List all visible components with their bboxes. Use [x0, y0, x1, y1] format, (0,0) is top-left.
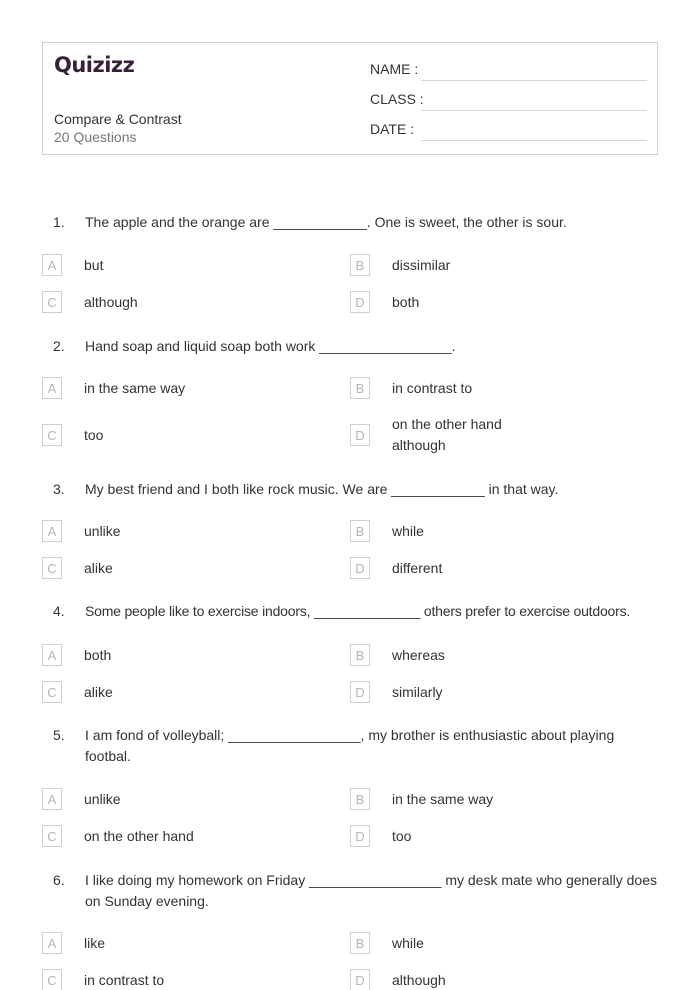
question-4: [53, 601, 655, 622]
option-a[interactable]: [42, 377, 185, 399]
option-text: whereas: [392, 646, 445, 663]
option-c[interactable]: [42, 825, 194, 847]
date-label: DATE :: [370, 121, 415, 137]
option-d[interactable]: [350, 681, 443, 703]
option-letter-badge: A: [42, 644, 62, 666]
option-c[interactable]: [42, 291, 138, 313]
option-b[interactable]: [350, 377, 472, 399]
question-2: [53, 336, 655, 357]
option-d[interactable]: [350, 557, 442, 579]
question-number: 5.: [53, 727, 65, 743]
option-text: like: [84, 934, 106, 951]
option-d[interactable]: [350, 291, 419, 313]
question-number: 1.: [53, 214, 65, 230]
question-3: [53, 479, 655, 500]
option-text: similarly: [392, 683, 443, 700]
option-d[interactable]: [350, 414, 532, 456]
option-text: on the other hand: [84, 827, 194, 844]
option-b[interactable]: [350, 644, 445, 666]
question-number: 3.: [53, 481, 65, 497]
option-a[interactable]: [42, 788, 121, 810]
option-letter-badge: B: [350, 520, 370, 542]
question-text: My best friend and I both like rock music. We are ____________ in that way.: [85, 481, 559, 497]
option-text: both: [392, 293, 420, 310]
option-letter-badge: C: [42, 969, 62, 990]
option-text: on the other hand although: [392, 416, 502, 453]
option-letter-badge: B: [350, 254, 370, 276]
option-letter-badge: B: [350, 377, 370, 399]
option-letter-badge: C: [42, 291, 62, 313]
option-text: too: [84, 426, 104, 443]
option-b[interactable]: [350, 254, 450, 276]
question-text: I like doing my homework on Friday _________________ my desk mate who generally does on Sunday evening.: [85, 872, 658, 909]
question-5: [53, 725, 625, 767]
option-letter-badge: A: [42, 254, 62, 276]
question-count: 20 Questions: [54, 129, 137, 145]
option-letter-badge: D: [350, 681, 370, 703]
option-letter-badge: C: [42, 557, 62, 579]
option-text: but: [84, 256, 104, 273]
quizizz-logo: Quizizz: [54, 53, 135, 77]
worksheet-header: [42, 42, 658, 155]
option-letter-badge: D: [350, 291, 370, 313]
option-a[interactable]: [42, 520, 121, 542]
option-b[interactable]: [350, 520, 424, 542]
name-label: NAME :: [370, 61, 419, 77]
class-field: [370, 91, 424, 107]
option-letter-badge: C: [42, 424, 62, 446]
option-a[interactable]: [42, 254, 103, 276]
option-c[interactable]: [42, 681, 113, 703]
question-text: Hand soap and liquid soap both work _________________.: [85, 338, 456, 354]
option-text: unlike: [84, 522, 121, 539]
option-d[interactable]: [350, 825, 411, 847]
option-text: alike: [84, 683, 113, 700]
option-text: too: [392, 827, 412, 844]
option-letter-badge: C: [42, 825, 62, 847]
option-text: while: [392, 934, 424, 951]
option-letter-badge: A: [42, 520, 62, 542]
option-letter-badge: D: [350, 825, 370, 847]
option-text: although: [84, 293, 138, 310]
option-letter-badge: B: [350, 932, 370, 954]
question-text: I am fond of volleyball; _________________, my brother is enthusiastic about playing footbal.: [85, 727, 615, 764]
date-blank-line: [421, 140, 647, 141]
option-letter-badge: D: [350, 969, 370, 990]
option-letter-badge: D: [350, 557, 370, 579]
option-a[interactable]: [42, 932, 105, 954]
question-text: The apple and the orange are ____________. One is sweet, the other is sour.: [85, 214, 567, 230]
option-text: in the same way: [84, 379, 186, 396]
worksheet-title: Compare & Contrast: [54, 111, 182, 127]
option-letter-badge: B: [350, 788, 370, 810]
option-a[interactable]: [42, 644, 111, 666]
option-c[interactable]: [42, 557, 113, 579]
option-letter-badge: C: [42, 681, 62, 703]
option-text: in contrast to: [392, 379, 473, 396]
question-number: 4.: [53, 603, 65, 619]
option-letter-badge: A: [42, 932, 62, 954]
option-text: in the same way: [392, 790, 494, 807]
option-text: both: [84, 646, 112, 663]
name-field: [370, 61, 418, 77]
option-text: dissimilar: [392, 256, 451, 273]
class-blank-line: [421, 110, 647, 111]
option-b[interactable]: [350, 932, 424, 954]
option-letter-badge: A: [42, 377, 62, 399]
option-letter-badge: B: [350, 644, 370, 666]
question-1: [53, 212, 655, 233]
option-c[interactable]: [42, 969, 164, 990]
option-text: different: [392, 559, 443, 576]
option-text: although: [392, 971, 446, 988]
date-field: [370, 121, 414, 137]
option-text: in contrast to: [84, 971, 165, 988]
option-letter-badge: A: [42, 788, 62, 810]
option-text: while: [392, 522, 424, 539]
option-b[interactable]: [350, 788, 493, 810]
option-d[interactable]: [350, 969, 446, 990]
question-number: 6.: [53, 872, 65, 888]
class-label: CLASS :: [370, 91, 424, 107]
question-text: Some people like to exercise indoors, ______________ others prefer to exercise outdoors.: [85, 603, 631, 619]
question-number: 2.: [53, 338, 65, 354]
option-letter-badge: D: [350, 424, 370, 446]
option-text: unlike: [84, 790, 121, 807]
question-6: [53, 870, 660, 912]
option-c[interactable]: [42, 424, 103, 446]
option-text: alike: [84, 559, 113, 576]
name-blank-line: [421, 80, 647, 81]
